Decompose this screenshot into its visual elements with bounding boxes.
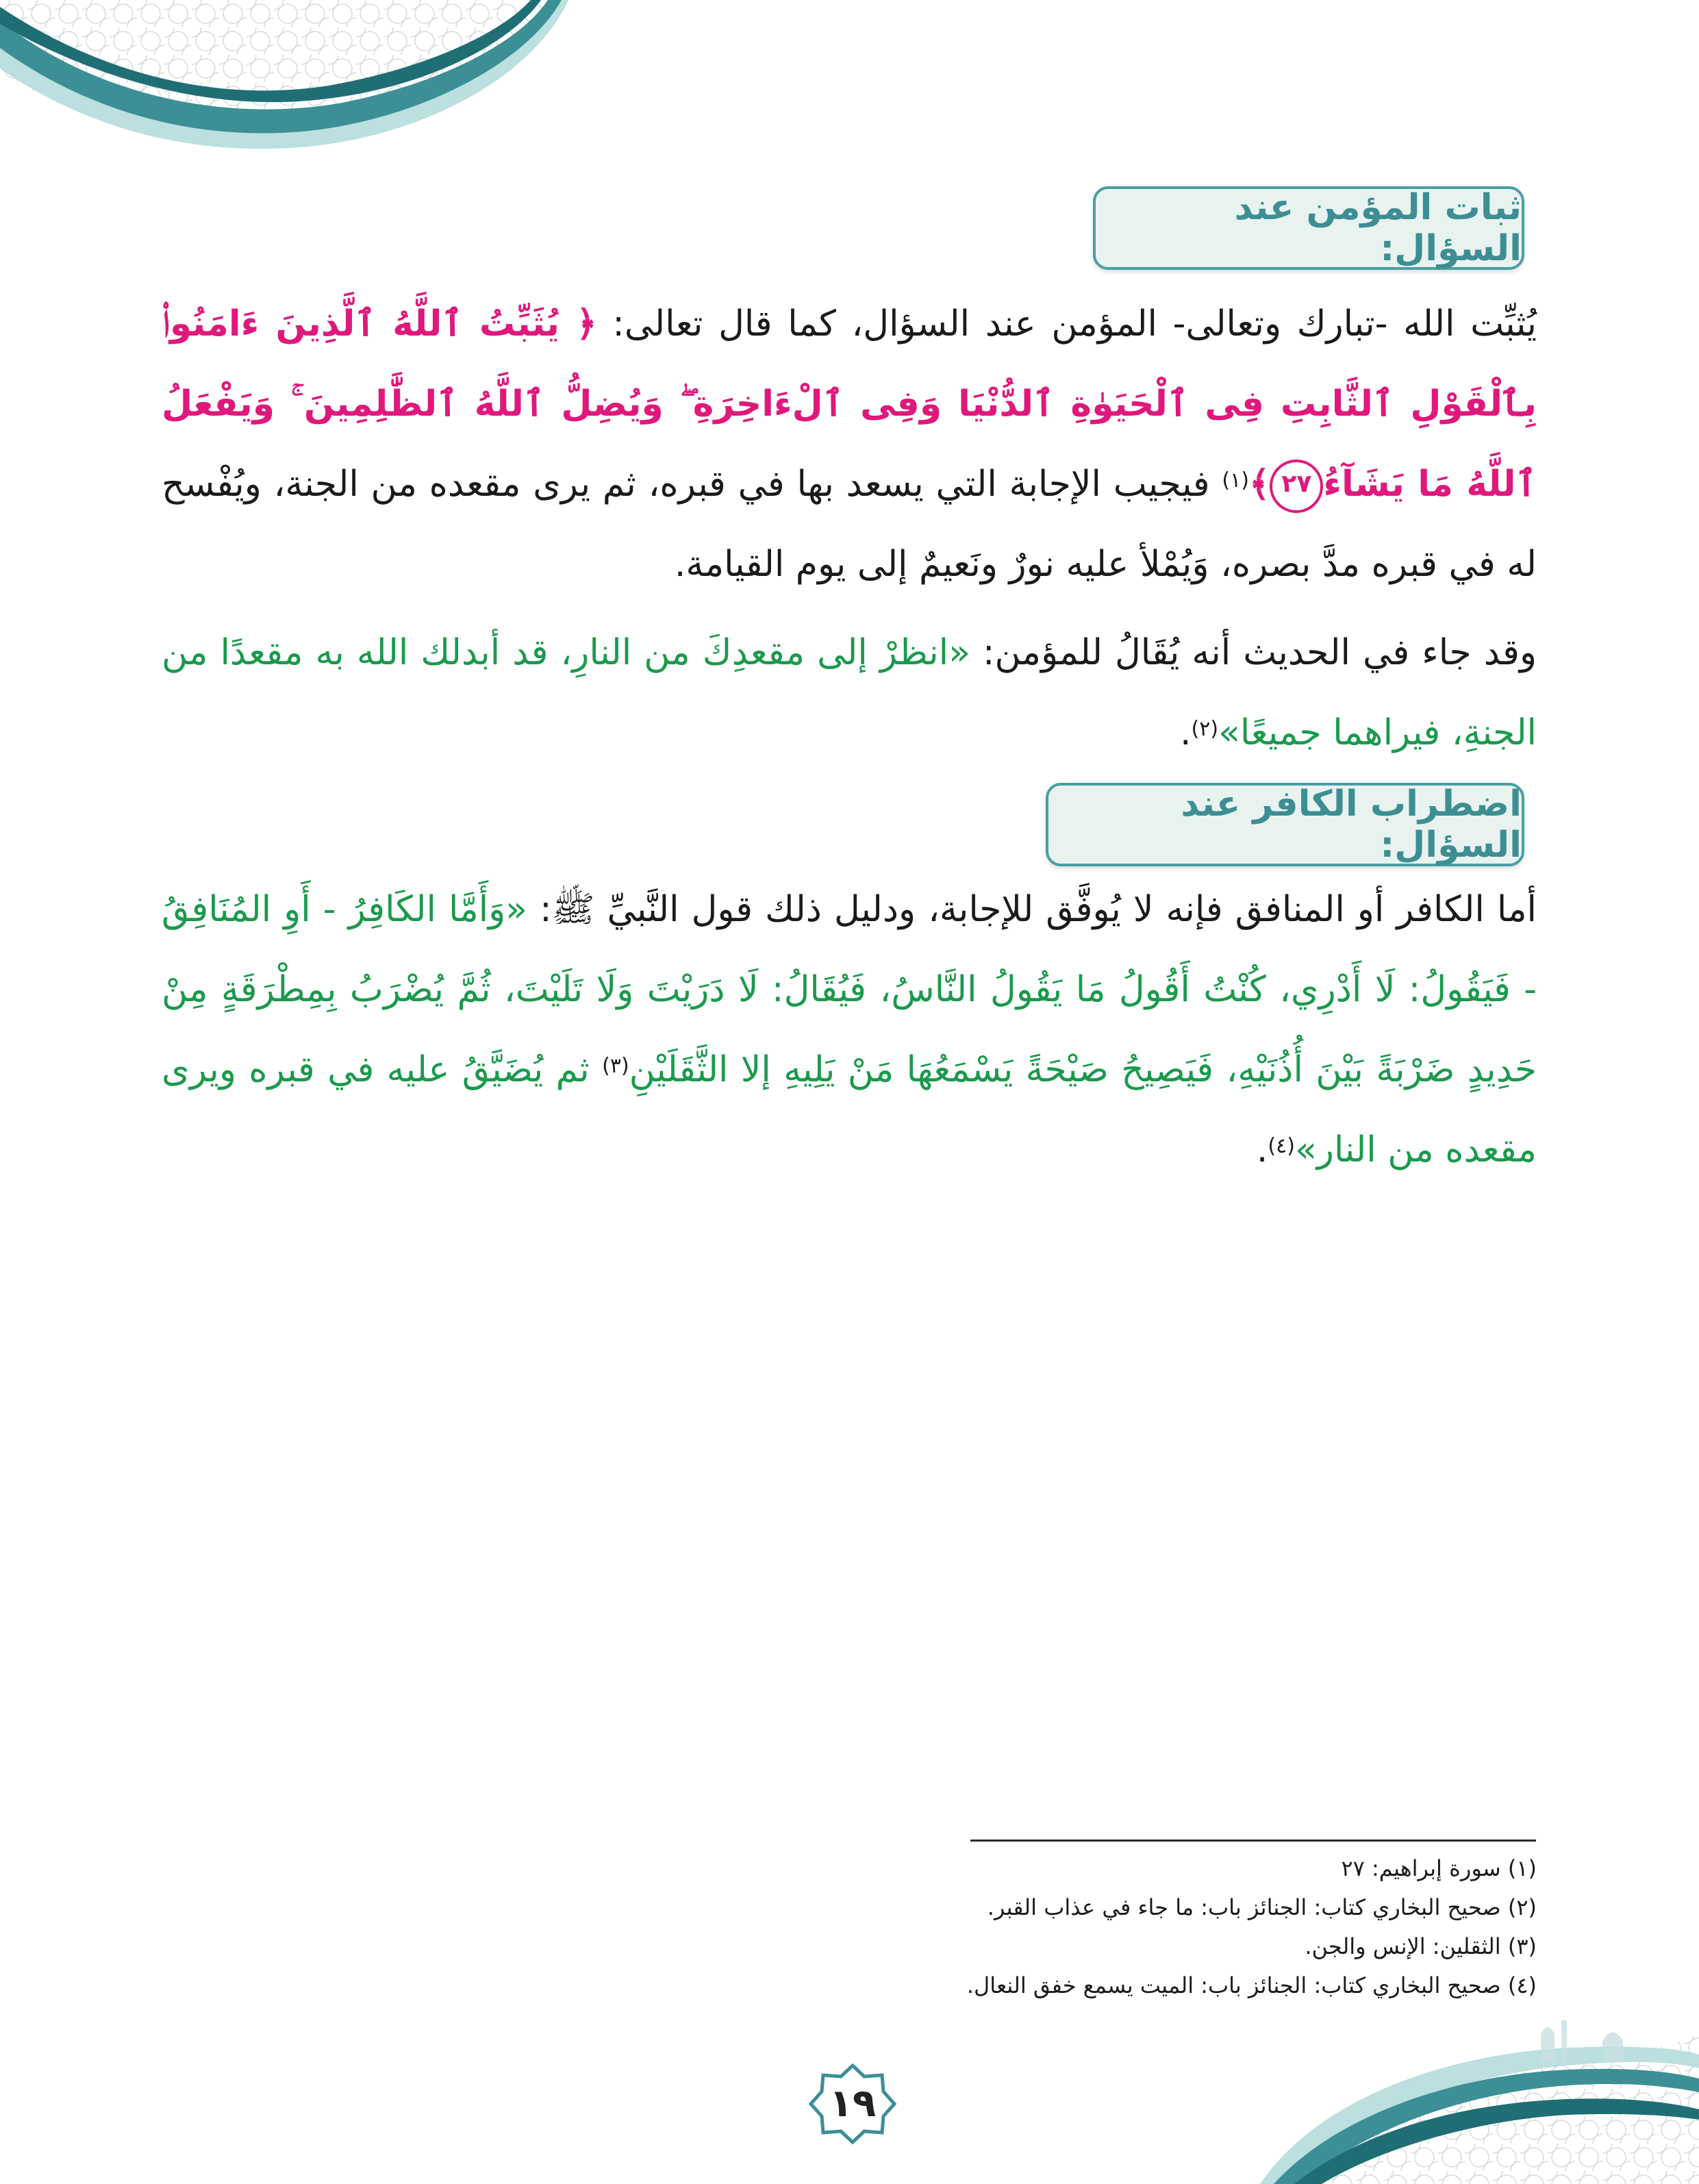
hadith-quote: «وَأَمَّا الكَافِرُ - أَوِ المُنَافِقُ - فَيَقُولُ: لَا أَدْرِي، كُنْتُ أَقُولُ مَا يَقُولُ النَّاسُ، فَيُقَالُ: لَا دَرَيْتَ وَلَا تَلَيْتَ، ثُمَّ يُضْرَبُ بِمِطْرَقَةٍ مِنْ حَدِيدٍ ضَرْبَةً بَيْنَ أُذُنَيْهِ، فَيَصِيحُ صَيْحَةً يَسْمَعُهَا مَنْ يَلِيهِ إلا الثَّقَلَيْنِ <box>162 889 1537 1090</box>
page-number: ١٩ <box>829 2081 877 2126</box>
footnote-item: (٣) الثقلين: الإنس والجن. <box>1305 1933 1537 1959</box>
paragraph-text: يُثبِّت الله -تبارك وتعالى- المؤمن عند السؤال، كما قال تعالى: <box>596 303 1537 344</box>
quran-verse: ﴿ يُثَبِّتُ ٱللَّهُ ٱلَّذِينَ ءَامَنُوا۟ بِٱلْقَوْلِ ٱلثَّابِتِ فِى ٱلْحَيَوٰةِ ٱلدُّنْيَا وَفِى ٱلْءَاخِرَةِ ۖ وَيُضِلُّ ٱللَّهُ ٱلظَّٰلِمِينَ ۚ وَيَفْعَلُ ٱللَّهُ مَا يَشَآءُ <box>162 303 1537 505</box>
hadith-quote: «انظرْ إلى مقعدِكَ من النارِ، قد أبدلك الله به مقعدًا من الجنةِ، فيراهما جميعًا» <box>162 632 1537 753</box>
footnote-ref: (٣) <box>602 1054 629 1078</box>
ayah-number-marker: ٢٧ <box>1270 460 1323 513</box>
section-heading-disbeliever <box>1046 783 1524 866</box>
paragraph-text: فيجيب الإجابة التي يسعد بها في قبره، ثم يرى مقعده من الجنة، ويُفْسح له في قبره مدَّ بصره، وَيُمْلأ عليه نورٌ ونَعيمٌ إلى يوم القيامة. <box>162 464 1537 585</box>
section-heading-text: ثبات المؤمن عند السؤال: <box>1234 187 1522 269</box>
footnote-ref: (٢) <box>1191 717 1219 741</box>
top-left-ornament <box>0 0 568 158</box>
paragraph-disbeliever <box>162 870 1537 1190</box>
paragraph-hadith-believer <box>162 613 1537 773</box>
hadith-quote-continued: ثم يُضَيَّقُ عليه في قبره ويرى مقعده من النار» <box>162 1049 1537 1170</box>
paragraph-text: وقد جاء في الحديث أنه يُقَالُ للمؤمن: <box>970 632 1537 673</box>
footnote-divider <box>970 1840 1536 1842</box>
bottom-right-ornament <box>1246 2007 1699 2184</box>
page-number-badge <box>808 2063 897 2145</box>
footnote-item: (١) سورة إبراهيم: ٢٧ <box>1341 1855 1537 1881</box>
footnotes <box>783 1849 1537 2005</box>
footnote-item: (٤) صحيح البخاري كتاب: الجنائز باب: الميت يسمع خفق النعال. <box>966 1972 1537 1998</box>
paragraph-believer-firmness <box>162 284 1537 605</box>
footnote-ref: (١) <box>1222 468 1249 492</box>
paragraph-end: . <box>1256 1129 1268 1170</box>
quran-close-bracket: ﴾ <box>1248 464 1270 505</box>
section-heading-text: اضطراب الكافر عند السؤال: <box>1181 783 1522 866</box>
footnote-item: (٢) صحيح البخاري كتاب: الجنائز باب: ما جاء في عذاب القبر. <box>987 1894 1537 1920</box>
section-heading-believer <box>1093 186 1524 270</box>
footnote-ref: (٤) <box>1268 1134 1295 1158</box>
paragraph-text: أما الكافر أو المنافق فإنه لا يُوفَّق للإجابة، ودليل ذلك قول النَّبيِّ ﷺ: <box>527 889 1537 930</box>
paragraph-end: . <box>1179 712 1192 753</box>
